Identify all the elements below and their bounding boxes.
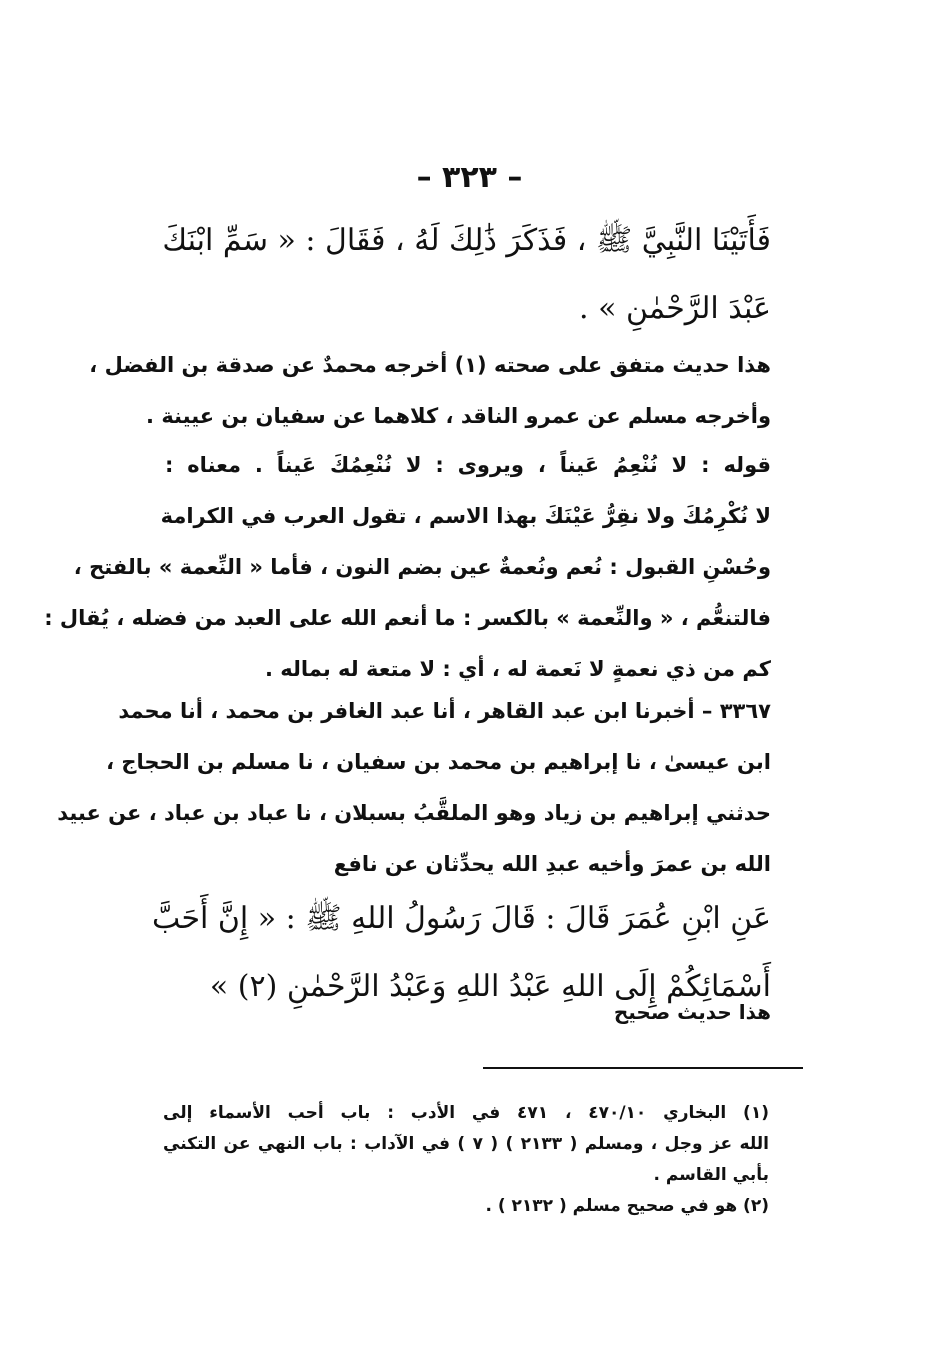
commentary-paragraph: [44, 440, 771, 695]
commentary-line-3: وحُسْنِ القبول : نُعم ونُعمةٌ عين بضم النون ، فأما « النِّعمة » بالفتح ،: [73, 555, 771, 579]
commentary-line-4: فالتنعُّم ، « والنِّعمة » بالكسر : ما أنعم الله على العبد من فضله ، يُقال :: [44, 606, 771, 630]
authentication-line-2: وأخرجه مسلم عن عمرو الناقد ، كلاهما عن سفيان بن عيينة .: [146, 404, 771, 428]
isnad-paragraph: [57, 686, 771, 890]
footnote-1-line-2: الله عز وجل ، ومسلم ( ٢١٣٣ ) ( ٧ ) في الآداب : باب النهي عن التكني: [163, 1134, 770, 1154]
hadith-bottom-line-1: عَنِ ابْنِ عُمَرَ قَالَ : قَالَ رَسُولُ اللهِ ﷺ : « إِنَّ أَحَبَّ: [152, 901, 771, 936]
footnote-1-line-1: (١) البخاري ٤٧٠/١٠ ، ٤٧١ في الأدب : باب أحب الأسماء إلى: [163, 1103, 769, 1123]
hadith-bottom-line-2: أَسْمَائِكُمْ إِلَى اللهِ عَبْدُ اللهِ وَعَبْدُ الرَّحْمٰنِ (٢) »: [209, 969, 771, 1004]
footnote-divider: [483, 1067, 803, 1069]
isnad-line-2: ابن عيسىٰ ، نا إبراهيم بن محمد بن سفيان ، نا مسلم بن الحجاج ،: [106, 750, 771, 774]
commentary-line-5: كم من ذي نعمةٍ لا نَعمة له ، أي : لا متعة له بماله .: [264, 657, 771, 681]
page-number: – ٣٢٣ –: [416, 160, 523, 195]
footnote-1-line-3: بأبي القاسم .: [653, 1165, 769, 1185]
hadith-text-top: [162, 207, 771, 343]
commentary-line-2: لا نُكْرِمُكَ ولا نقِرُّ عَيْنَكَ بهذا الاسم ، تقول العرب في الكرامة: [160, 504, 771, 528]
authentication-line-1: هذا حديث متفق على صحته (١) أخرجه محمدٌ عن صدقة بن الفضل ،: [89, 353, 771, 377]
commentary-line-1: قوله : لا نُنْعِمُ عَيناً ، ويروى : لا نُنْعِمُكَ عَيناً . معناه :: [165, 453, 771, 477]
authentication-paragraph: [89, 340, 771, 442]
footnotes: [163, 1098, 769, 1222]
isnad-line-3: حدثني إبراهيم بن زياد وهو الملقَّبُ بسبلان ، نا عباد بن عباد ، عن عبيد: [57, 801, 771, 825]
footnote-2: (٢) هو في صحيح مسلم ( ٢١٣٢ ) .: [485, 1196, 769, 1216]
isnad-line-4: الله بن عمرَ وأخيه عبدِ الله يحدِّثان عن نافع: [333, 852, 771, 876]
isnad-line-1: ٣٣٦٧ – أخبرنا ابن عبد القاهر ، أنا عبد الغافر بن محمد ، أنا محمد: [118, 699, 771, 723]
hadith-grade: هذا حديث صحيح: [613, 1000, 771, 1024]
hadith-top-line-1: فَأَتَيْنَا النَّبِيَّ ﷺ ، فَذَكَرَ ذَٰلِكَ لَهُ ، فَقَالَ : « سَمِّ ابْنَكَ: [162, 223, 771, 258]
hadith-top-line-2: عَبْدَ الرَّحْمٰنِ » .: [579, 291, 771, 326]
